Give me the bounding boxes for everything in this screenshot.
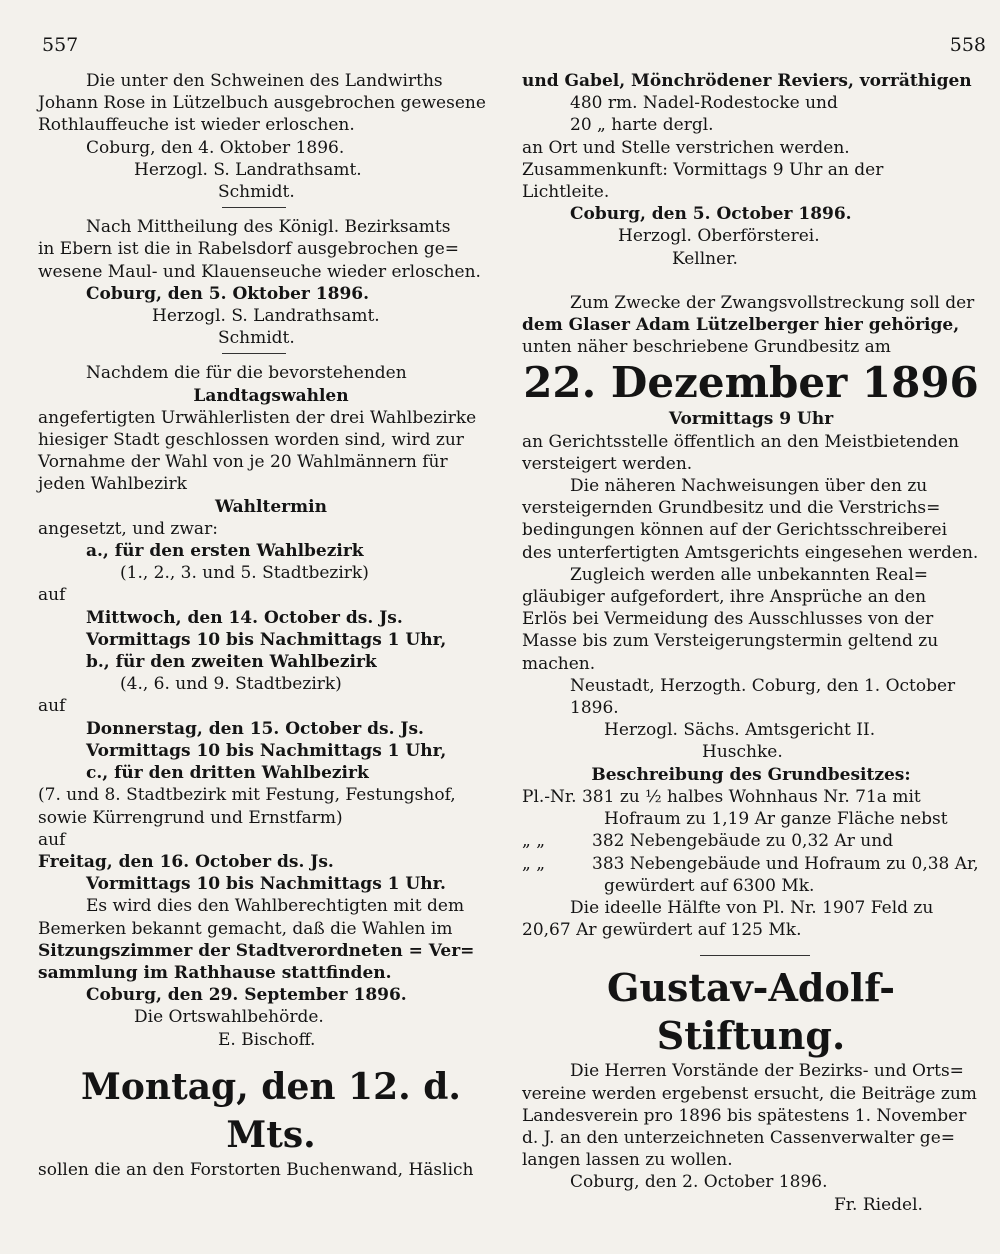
ditto-mark: „ „ <box>522 831 546 852</box>
text-line: machen. <box>522 653 596 674</box>
headline: Gustav-Adolf-Stiftung. <box>606 965 896 1059</box>
text-line: gläubiger aufgefordert, ihre Ansprüche an den <box>522 587 927 608</box>
text-line: an Gerichtsstelle öffentlich an den Meistbietenden <box>522 431 959 452</box>
text-line: Vormittags 10 bis Nachmittags 1 Uhr, <box>86 740 447 761</box>
text-line: Sitzungszimmer der Stadtverordneten = Ver= <box>38 940 475 961</box>
text-line: des unterfertigten Amtsgerichts eingesehen werden. <box>522 542 979 563</box>
text-line: Vornahme der Wahl von je 20 Wahlmännern für <box>38 452 448 473</box>
text-line: sollen die an den Forstorten Buchenwand, Häslich <box>38 1159 474 1180</box>
text-line: 383 Nebengebäude und Hofraum zu 0,38 Ar, <box>592 853 979 874</box>
text-line: Landesverein pro 1896 bis spätestens 1. November <box>522 1105 967 1126</box>
text-line: Rothlauffeuche ist wieder erloschen. <box>38 115 355 136</box>
notice-gustav-adolf-stiftung <box>522 964 980 1215</box>
text-line: a., für den ersten Wahlbezirk <box>86 541 364 562</box>
text-line: Mittwoch, den 14. October ds. Js. <box>86 607 403 628</box>
text-line: b., für den zweiten Wahlbezirk <box>86 652 377 673</box>
text-line: auf <box>38 696 66 717</box>
page-number-left: 557 <box>42 34 79 56</box>
text-line: hiesiger Stadt geschlossen worden sind, wird zur <box>38 430 464 451</box>
text-line: Die ideelle Hälfte von Pl. Nr. 1907 Feld zu <box>570 897 934 918</box>
text-line: Vormittags 9 Uhr <box>668 409 834 430</box>
text-line: auf <box>38 829 66 850</box>
signature: Schmidt. <box>218 182 295 203</box>
text-line: Die unter den Schweinen des Landwirths <box>86 71 443 91</box>
text-line: wesene Maul- und Klauenseuche wieder erloschen. <box>38 261 481 282</box>
text-line: Die näheren Nachweisungen über den zu <box>570 476 928 497</box>
notice-zwangsversteigerung <box>522 292 980 956</box>
office-signature: Herzogl. S. Landrathsamt. <box>134 159 362 180</box>
text-line: d. J. an den unterzeichneten Cassenverwalter ge= <box>522 1127 955 1148</box>
page-number-right: 558 <box>949 34 986 56</box>
left-column <box>38 70 504 1181</box>
spacer <box>522 270 980 292</box>
text-line: Wahltermin <box>215 496 327 517</box>
office-signature: Herzogl. Sächs. Amtsgericht II. <box>604 720 876 741</box>
text-line: Die Herren Vorstände der Bezirks- und Orts= <box>570 1061 964 1082</box>
text-line: Vormittags 10 bis Nachmittags 1 Uhr, <box>86 629 447 650</box>
text-line: Nach Mittheilung des Königl. Bezirksamts <box>86 217 451 238</box>
text-line: 20 „ harte dergl. <box>570 115 714 136</box>
table-row <box>522 830 980 852</box>
text-line: Vormittags 10 bis Nachmittags 1 Uhr. <box>86 874 446 895</box>
spacer <box>38 1051 504 1063</box>
text-line: Hofraum zu 1,19 Ar ganze Fläche nebst <box>604 809 948 830</box>
notice-rotlauf <box>38 70 504 208</box>
right-column <box>522 70 980 1216</box>
text-line: Es wird dies den Wahlberechtigten mit dem <box>86 896 465 917</box>
signature: Huschke. <box>702 742 783 763</box>
place-date: Neustadt, Herzogth. Coburg, den 1. October 1896. <box>570 675 956 719</box>
text-line: Nachdem die für die bevorstehenden <box>86 363 407 384</box>
office-signature: Herzogl. Oberförsterei. <box>618 226 820 247</box>
notice-maul-klauenseuche <box>38 216 504 354</box>
signature: Schmidt. <box>218 328 295 349</box>
text-line: Freitag, den 16. October ds. Js. <box>38 851 334 872</box>
section-title: Beschreibung des Grundbesitzes: <box>591 764 911 785</box>
text-line: sammlung im Rathhause stattfinden. <box>38 962 392 983</box>
text-line: Lichtleite. <box>522 182 610 203</box>
text-line: Zusammenkunft: Vormittags 9 Uhr an der <box>522 159 884 180</box>
text-line: Johann Rose in Lützelbuch ausgebrochen gewesene <box>38 93 486 114</box>
place-date: Coburg, den 29. September 1896. <box>86 985 407 1006</box>
text-line: Pl.-Nr. 381 zu ½ halbes Wohnhaus Nr. 71a mit <box>522 786 921 807</box>
text-line: c., für den dritten Wahlbezirk <box>86 763 369 784</box>
text-line: in Ebern ist die in Rabelsdorf ausgebrochen ge= <box>38 239 460 260</box>
text-line: versteigernden Grundbesitz und die Verstrichs= <box>522 498 941 519</box>
auction-date: 22. Dezember 1896 <box>523 358 979 408</box>
text-line: angefertigten Urwählerlisten der drei Wahlbezirke <box>38 407 477 428</box>
text-line: Masse bis zum Versteigerungstermin geltend zu <box>522 631 939 652</box>
place-date: Coburg, den 5. October 1896. <box>570 204 852 225</box>
text-line: vereine werden ergebenst ersucht, die Beiträge zum <box>522 1083 977 1104</box>
divider <box>700 955 810 956</box>
text-line: 20,67 Ar gewürdert auf 125 Mk. <box>522 920 802 941</box>
text-line: Bemerken bekannt gemacht, daß die Wahlen im <box>38 918 453 939</box>
notice-holzverkauf-continued <box>522 70 980 270</box>
text-line: an Ort und Stelle verstrichen werden. <box>522 137 850 158</box>
office-signature: Die Ortswahlbehörde. <box>134 1007 324 1028</box>
text-line: auf <box>38 585 66 606</box>
text-line: Zugleich werden alle unbekannten Real= <box>570 564 929 585</box>
text-line: (4., 6. und 9. Stadtbezirk) <box>120 674 342 695</box>
text-line: angesetzt, und zwar: <box>38 518 218 539</box>
place-date: Coburg, den 4. Oktober 1896. <box>86 137 345 158</box>
text-line: Landtagswahlen <box>193 385 349 406</box>
table-row <box>522 853 980 875</box>
text-line: versteigert werden. <box>522 453 693 474</box>
place-date: Coburg, den 2. October 1896. <box>570 1172 828 1193</box>
text-line: langen lassen zu wollen. <box>522 1150 733 1171</box>
text-line: Zum Zwecke der Zwangsvollstreckung soll der <box>570 292 975 313</box>
divider <box>222 353 286 354</box>
text-line: Erlös bei Vermeidung des Ausschlusses von der <box>522 609 934 630</box>
text-line: gewürdert auf 6300 Mk. <box>604 875 815 896</box>
divider <box>222 207 286 208</box>
text-line: 480 rm. Nadel-Rodestocke und <box>570 93 838 114</box>
notice-holzverkauf <box>38 1063 504 1181</box>
text-line: (7. und 8. Stadtbezirk mit Festung, Festungshof, <box>38 785 456 806</box>
ditto-mark: „ „ <box>522 853 546 874</box>
text-line: bedingungen können auf der Gerichtsschreiberei <box>522 520 947 541</box>
signature: Kellner. <box>672 248 738 269</box>
text-line: und Gabel, Mönchrödener Reviers, vorräthigen <box>522 71 972 91</box>
place-date: Coburg, den 5. Oktober 1896. <box>86 283 370 304</box>
text-line: Donnerstag, den 15. October ds. Js. <box>86 718 424 739</box>
headline: Montag, den 12. d. Mts. <box>81 1065 461 1156</box>
text-line: sowie Kürrengrund und Ernstfarm) <box>38 807 343 828</box>
notice-landtagswahlen <box>38 362 504 1050</box>
text-line: jeden Wahlbezirk <box>38 474 187 495</box>
signature: E. Bischoff. <box>218 1029 316 1050</box>
text-line: dem Glaser Adam Lützelberger hier gehörige, <box>522 315 960 336</box>
text-line: unten näher beschriebene Grundbesitz am <box>522 337 891 358</box>
signature: Fr. Riedel. <box>834 1194 923 1215</box>
text-line: 382 Nebengebäude zu 0,32 Ar und <box>592 831 894 852</box>
text-line: (1., 2., 3. und 5. Stadtbezirk) <box>120 563 369 584</box>
office-signature: Herzogl. S. Landrathsamt. <box>152 306 380 327</box>
